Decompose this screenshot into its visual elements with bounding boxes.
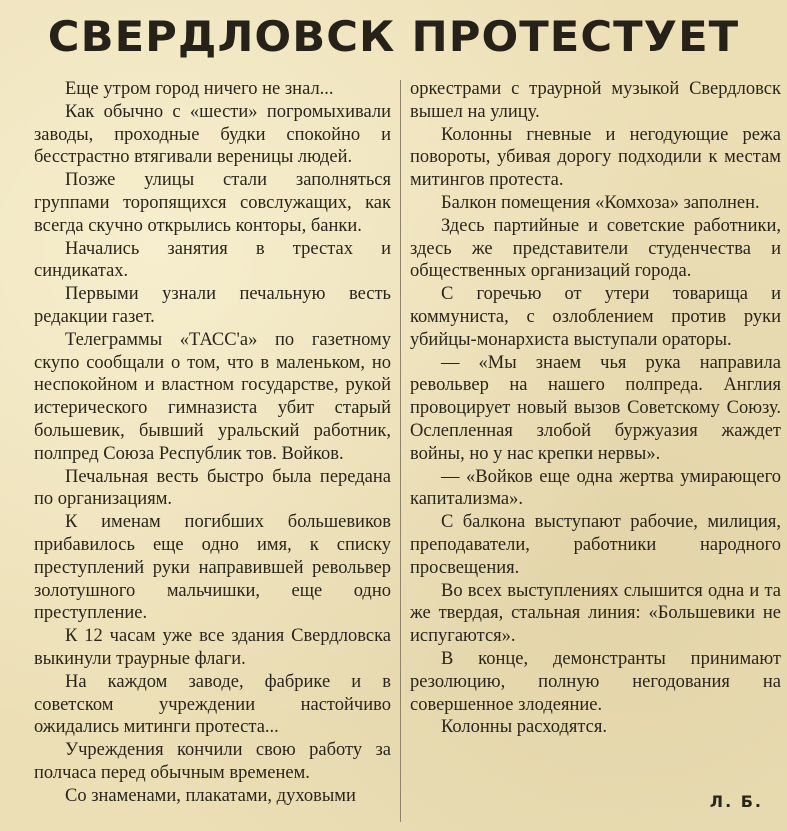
- paragraph: — «Войков еще одна жертва умирающего капитализма».: [410, 466, 781, 510]
- paragraph-continued: оркестрами с траурной музыкой Свердловск вышел на улицу.: [410, 79, 781, 122]
- paragraph: Балкон помещения «Комхоза» заполнен.: [441, 192, 760, 213]
- paragraph: На каждом заводе, фабрике и в советском учреждении настойчиво ожидались митинги протеста...: [34, 671, 391, 738]
- paragraph: К именам погибших большевиков прибавилось еще одно имя, к списку преступлений руки направившей револьвер золотушного мальчишки, еще одно преступление.: [34, 512, 391, 624]
- right-column: [410, 78, 781, 739]
- paragraph: С балкона выступают рабочие, милиция, преподаватели, работники народного просвещения.: [410, 512, 781, 578]
- paragraph: Печальная весть быстро была передана по организациям.: [34, 466, 391, 510]
- paragraph: Колонны гневные и негодующие режа повороты, убивая дорогу подходили к местам митингов протеста.: [410, 124, 781, 191]
- paragraph: Здесь партийные и советские работники, здесь же представители студенчества и общественных организаций города.: [410, 215, 781, 282]
- paragraph: Колонны расходятся.: [441, 717, 608, 738]
- paragraph: С горечью от утери товарища и коммуниста, с озлоблением против руки убийцы-монархиста выступали ораторы.: [410, 284, 781, 350]
- column-divider: [400, 80, 401, 822]
- paragraph: Позже улицы стали заполняться группами торопящихся совслужащих, как всегда скучно открылись конторы, банки.: [34, 170, 391, 236]
- author-signature: Л. Б.: [709, 792, 763, 811]
- paragraph: В конце, демонстранты принимают резолюцию, полную негодования на совершенное злодеяние.: [410, 648, 781, 715]
- left-column: [34, 78, 391, 808]
- paragraph: К 12 часам уже все здания Свердловска выкинули траурные флаги.: [34, 626, 391, 669]
- paragraph: Как обычно с «шести» погромыхивали заводы, проходные будки спокойно и бесстрастно втягивали вереницы людей.: [34, 101, 391, 168]
- paragraph: Учреждения кончили свою работу за полчаса перед обычным временем.: [34, 740, 391, 783]
- paragraph: Во всех выступлениях слышится одна и та же твердая, стальная линия: «Большевики не испугаются».: [410, 580, 781, 647]
- paragraph: Начались занятия в трестах и синдикатах.: [34, 238, 391, 282]
- paragraph: Еще утром город ничего не знал...: [65, 79, 334, 99]
- paragraph: Со знаменами, плакатами, духовыми: [65, 785, 356, 806]
- paragraph: — «Мы знаем чья рука направила револьвер на нашего полпреда. Англия провоцирует новый вызов Советскому Союзу. Ослепленная злобой буржуазия жаждет войны, но у нас крепки нервы».: [410, 352, 781, 464]
- paragraph: Первыми узнали печальную весть редакции газет.: [34, 284, 391, 327]
- paragraph: Телеграммы «ТАСС'а» по газетному скупо сообщали о том, что в маленьком, но неспокойном и властном государстве, рукой истерического гимназиста убит старый большевик, бывший уральский работник, полпред Союза Республик тов. Войков.: [34, 329, 391, 464]
- article-headline: СВЕРДЛОВСК ПРОТЕСТУЕТ: [47, 12, 740, 61]
